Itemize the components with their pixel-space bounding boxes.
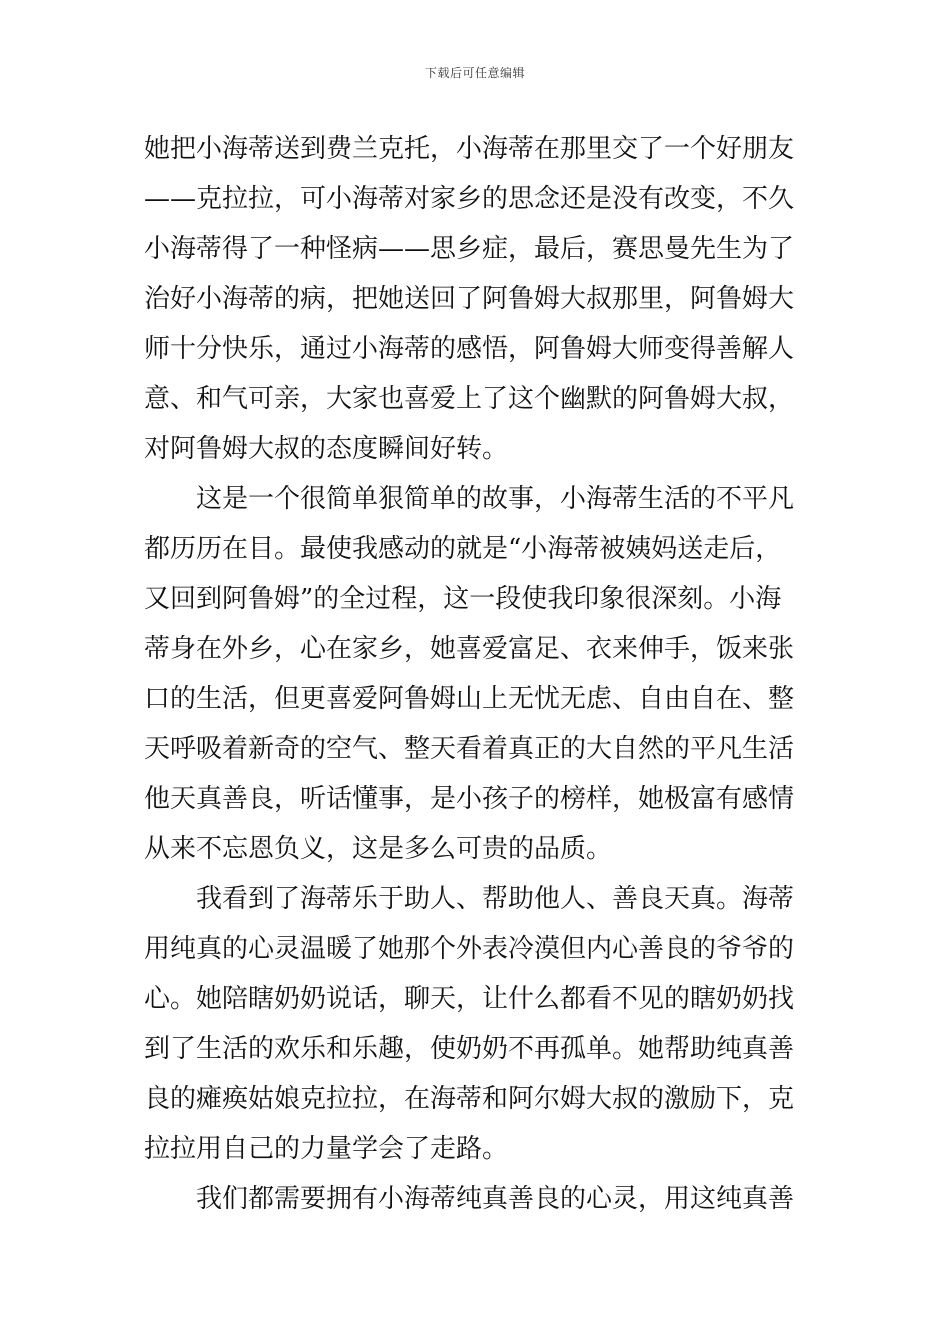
text-line: 从来不忘恩负义，这是多么可贵的品质。: [144, 834, 613, 864]
text-line: 治好小海蒂的病，把她送回了阿鲁姆大叔那里，阿鲁姆大: [144, 284, 795, 314]
text-line: 口的生活，但更喜爱阿鲁姆山上无忧无虑、自由自在、整: [144, 684, 795, 714]
text-line: 他天真善良，听话懂事，是小孩子的榜样，她极富有感情: [144, 784, 795, 814]
text-line: 这是一个很简单狠简单的故事，小海蒂生活的不平凡: [196, 484, 795, 514]
text-line: 拉拉用自己的力量学会了走路。: [144, 1134, 509, 1164]
text-line: 我看到了海蒂乐于助人、帮助他人、善良天真。海蒂: [196, 884, 795, 914]
text-line: 又回到阿鲁姆”的全过程，这一段使我印象很深刻。小海: [144, 584, 782, 614]
text-line: 天呼吸着新奇的空气、整天看着真正的大自然的平凡生活: [144, 734, 795, 764]
text-line: 对阿鲁姆大叔的态度瞬间好转。: [144, 434, 509, 464]
document-body: [144, 124, 808, 1224]
text-line: 到了生活的欢乐和乐趣，使奶奶不再孤单。她帮助纯真善: [144, 1034, 795, 1064]
text-line: 师十分快乐，通过小海蒂的感悟，阿鲁姆大师变得善解人: [144, 334, 795, 364]
page-header: 下载后可任意编辑: [424, 66, 525, 80]
text-line: 蒂身在外乡，心在家乡，她喜爱富足、衣来伸手，饭来张: [144, 634, 795, 664]
text-line: 良的瘫痪姑娘克拉拉，在海蒂和阿尔姆大叔的激励下，克: [144, 1084, 795, 1114]
text-line: 我们都需要拥有小海蒂纯真善良的心灵，用这纯真善: [196, 1184, 795, 1214]
paragraph-4: [144, 1174, 808, 1224]
text-line: ——克拉拉，可小海蒂对家乡的思念还是没有改变，不久: [144, 184, 795, 214]
paragraph-3: [144, 874, 808, 1174]
paragraph-1: [144, 124, 808, 474]
paragraph-2: [144, 474, 808, 874]
text-line: 都历历在目。最使我感动的就是“小海蒂被姨妈送走后，: [144, 534, 782, 564]
text-line: 意、和气可亲，大家也喜爱上了这个幽默的阿鲁姆大叔，: [144, 384, 795, 414]
text-line: 用纯真的心灵温暖了她那个外表冷漠但内心善良的爷爷的: [144, 934, 795, 964]
text-line: 小海蒂得了一种怪病——思乡症，最后，赛思曼先生为了: [144, 234, 795, 264]
text-line: 心。她陪瞎奶奶说话，聊天，让什么都看不见的瞎奶奶找: [144, 984, 795, 1014]
text-line: 她把小海蒂送到费兰克托，小海蒂在那里交了一个好朋友: [144, 134, 795, 164]
